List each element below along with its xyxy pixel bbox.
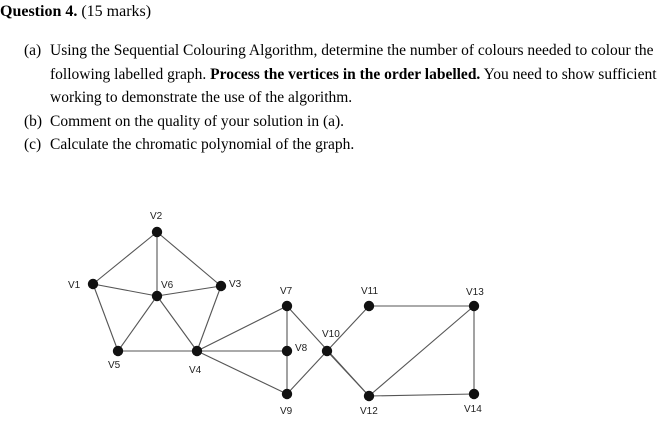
question-number: Question 4. [0,3,78,20]
nodes-layer [88,227,479,401]
vertex-v14 [469,389,479,399]
part-text-bold: Process the vertices in the order labelled. [210,65,481,83]
vertex-label-v5: V5 [108,360,121,371]
vertex-v11 [364,301,374,311]
vertex-v7 [282,301,292,311]
edges-layer [93,232,474,396]
part-text: Calculate the chromatic polynomial of the graph. [50,136,355,153]
vertex-v3 [216,281,226,291]
edge-v1-v5 [93,284,118,351]
vertex-label-v2: V2 [150,211,163,222]
part-label: (c) [24,136,42,153]
edge-v12-v14 [369,394,474,396]
vertex-v6 [152,291,162,301]
vertex-v4 [192,346,202,356]
vertex-label-v3: V3 [229,279,242,290]
edge-v2-v3 [157,232,221,286]
edge-v4-v7 [197,306,287,351]
vertex-label-v7: V7 [280,286,293,297]
vertex-v1 [88,279,98,289]
vertex-label-v14: V14 [464,404,482,415]
edge-v4-v9 [197,351,287,394]
vertex-v10 [322,346,332,356]
vertex-label-v6: V6 [161,280,174,291]
vertex-v5 [113,346,123,356]
vertex-v9 [282,389,292,399]
vertex-label-v11: V11 [361,286,379,297]
edge-v1-v2 [93,232,157,284]
vertex-v13 [469,301,479,311]
vertex-v12 [364,391,374,401]
vertex-label-v12: V12 [360,406,378,417]
part-label: (a) [24,42,42,59]
question-marks: (15 marks) [81,3,152,20]
edge-v6-v4 [157,296,197,351]
edge-v9-v10 [287,351,327,394]
labels-layer [68,211,484,417]
vertex-v2 [152,227,162,237]
part-text: Comment on the quality of your solution in (a). [50,112,345,130]
vertex-label-v10: V10 [322,329,340,340]
vertex-label-v1: V1 [68,280,81,291]
edge-v10-v12 [327,351,369,396]
edge-v5-v6 [118,296,157,351]
vertex-label-v4: V4 [189,365,202,376]
part-text-before: Using the Sequential Colouring Algorithm, determine the number of colours needed to colour the following labelled graph. [50,42,654,83]
vertex-v8 [282,346,292,356]
edge-v12-v13 [369,306,474,396]
edge-v1-v6 [93,284,157,296]
vertex-label-v13: V13 [466,287,484,298]
part-label: (b) [24,112,43,130]
part-text-after: You need to show sufficient working to demonstrate the use of the algorithm. [50,65,657,106]
vertex-label-v8: V8 [295,343,308,354]
vertex-label-v9: V9 [280,406,293,417]
